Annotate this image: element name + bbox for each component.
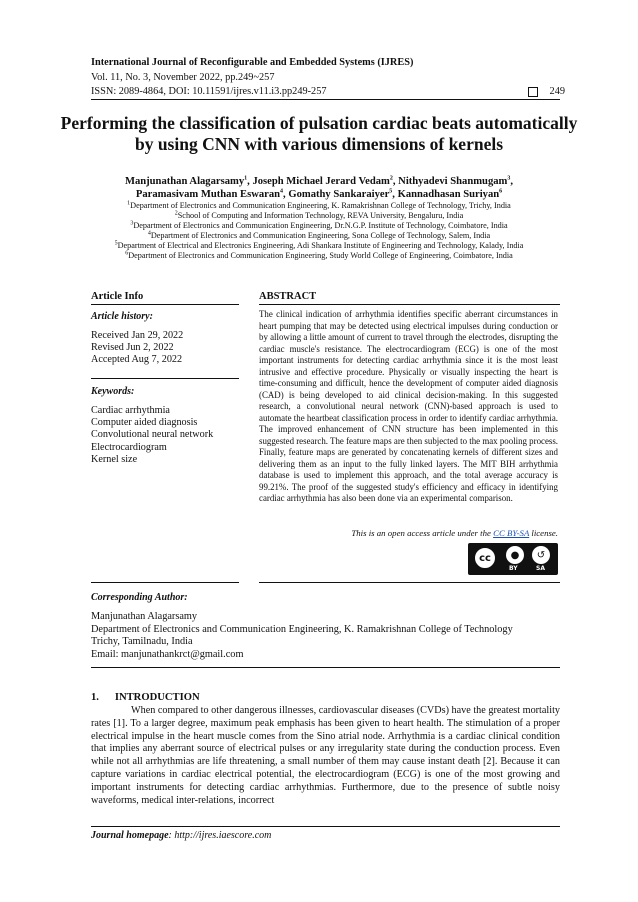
affiliation: $^4$Department of Electronics and Communication Engineering, Sona College of Technology, Salem, India xyxy=(147,229,491,240)
keyword: Convolutional neural network xyxy=(91,429,214,441)
article-info-heading: Article Info xyxy=(91,291,144,302)
corresponding-details xyxy=(91,611,513,661)
abstract-bottom-rule xyxy=(259,582,560,583)
keywords-list xyxy=(91,405,213,466)
history-heading: Article history: xyxy=(91,311,153,322)
keywords-rule xyxy=(91,582,239,583)
cc-icon: cc xyxy=(473,546,497,570)
corresponding-email: Email: manjunathankrct@gmail.com xyxy=(91,648,244,660)
paper-title: Performing the classification of pulsation cardiac beats automatically by using CNN with various dimensions of kernels xyxy=(60,113,578,154)
abstract-rule xyxy=(259,304,560,305)
affiliation: $^2$School of Computing and Information Technology, REVA University, Bengaluru, India xyxy=(174,210,464,220)
by-label: BY xyxy=(509,565,518,572)
corresponding-location: Trichy, Tamilnadu, India xyxy=(91,636,193,648)
history-rule xyxy=(91,378,239,379)
keywords-heading: Keywords: xyxy=(91,386,135,397)
author: Paramasivam Muthan Eswaran$^4$, xyxy=(135,188,289,200)
article-info-rule xyxy=(91,304,239,305)
journal-name: International Journal of Reconfigurable and Embedded Systems (IJRES) xyxy=(91,57,414,68)
cc-by-sa-badge xyxy=(468,543,558,575)
header-rule xyxy=(91,99,560,100)
corresponding-rule xyxy=(91,667,560,668)
abstract-text: The clinical indication of arrhythmia identifies specific aberrant circumstances in heart pumping that may be detected using electrical impulses during conduction or by allowing a little amount of current to travel through the electrodes, disrupting the cardiac muscle's resistance. The electrocardiogram (ECG) is one of the most important instruments for detecting cardiac arrhythmia since it is the most least intrusive and effective procedure. Physically or visually inspecting the heart is time-consuming and difficult, hence the development of computer aided diagnosis (CAD) is being developed to aid clinical decision-making. In this suggested research, a convolutional neural network (CNN)-based approach is used to automate the heartbeat classification process in order to identify cardiac arrhythmia. The improved enhancement of CNN structure has been implemented in this suggested research. The feature maps are then subjected to the max pooling process. Finally, feature maps are generated by concatenating kernels of different sizes and delivering them as an input to the fully linked layers. The MIT BIH arrhythmia database is used to implement this approach, and the total average accuracy is 99.21%. The proof of the suggested study's efficiency and efficacy in identifying cardiac arrhythmia has also been done via an experimental comparison. xyxy=(259,309,559,503)
history-item: Revised Jun 2, 2022 xyxy=(91,342,174,354)
abstract-heading: ABSTRACT xyxy=(259,291,317,302)
issn-line: ISSN: 2089-4864, DOI: 10.11591/ijres.v11.i3.pp249-257 xyxy=(91,86,327,97)
history-list xyxy=(91,330,183,367)
affiliation-list xyxy=(40,201,598,260)
author: Joseph Michael Jerard Vedam$^2$, xyxy=(252,175,399,187)
history-item: Accepted Aug 7, 2022 xyxy=(91,354,183,366)
corresponding-heading: Corresponding Author: xyxy=(91,592,188,603)
affiliation: $^3$Department of Electronics and Communication Engineering, Dr.N.G.P. Institute of Technology, Coimbatore, India xyxy=(130,220,508,230)
introduction-text: When compared to other dangerous illnesses, cardiovascular diseases (CVDs) have the greatest mortality rates [1]. To a larger degree, maximum peak emphasis has been given to heart health. The stimulation of a proper electrical impulse in the heart muscle comes from the Sino atrial node. Arrhythmia is a cardiac clinical condition that implies any aberrant source of electrical pulses or any irregularity state during the conduction process. Even while not all arrhythmias are life threatening, a small number of them may cause instant death [2]. Because it can capture variations in cardiac electrical potential, the electrocardiogram (ECG) is one of the most growing and important instruments for detecting cardiac arrhythmias. Furthermore, due to the presence of subtle noisy waveforms, medical inter-relations, incorrect xyxy=(91,705,560,806)
corresponding-department: Department of Electronics and Communication Engineering, K. Ramakrishnan College of Technology xyxy=(91,623,513,635)
footer-rule xyxy=(91,826,560,827)
history-item: Received Jan 29, 2022 xyxy=(91,330,184,341)
volume-line: Vol. 11, No. 3, November 2022, pp.249~257 xyxy=(91,72,275,83)
sa-label: SA xyxy=(536,565,545,572)
journal-homepage: Journal homepage: http://ijres.iaescore.com xyxy=(91,830,272,841)
section-heading-introduction: 1. INTRODUCTION xyxy=(91,692,200,703)
keyword: Kernel size xyxy=(91,453,138,465)
author: Gomathy Sankaraiyer$^5$, xyxy=(288,188,398,200)
corresponding-name: Manjunathan Alagarsamy xyxy=(91,611,198,622)
keyword: Cardiac arrhythmia xyxy=(91,405,170,416)
homepage-url[interactable]: : http://ijres.iaescore.com xyxy=(168,830,272,841)
page-number: 249 xyxy=(549,86,565,97)
license-note: This is an open access article under the CC BY-SA license. xyxy=(351,528,558,538)
author-list xyxy=(60,175,578,201)
author: Manjunathan Alagarsamy$^1$, xyxy=(124,175,253,187)
person-icon: ● xyxy=(506,546,524,564)
keyword: Computer aided diagnosis xyxy=(91,417,198,429)
license-link[interactable]: CC BY-SA xyxy=(493,528,530,538)
affiliation: $^5$Department of Electrical and Electronics Engineering, Adi Shankara Institute of Engineering and Technology, Kalady, India xyxy=(114,239,524,250)
author: Nithyadevi Shanmugam$^3$, xyxy=(398,175,514,187)
square-icon xyxy=(528,87,538,97)
author: Kannadhasan Suriyan$^6$ xyxy=(397,188,503,200)
share-alike-icon: ↺ xyxy=(532,546,550,564)
keyword: Electrocardiogram xyxy=(91,441,167,453)
affiliation: $^6$Department of Electronics and Communication Engineering, Study World College of Engineering, Coimbatore, India xyxy=(125,249,513,260)
affiliation: $^1$Department of Electronics and Communication Engineering, K. Ramakrishnan College of Technology, Trichy, India xyxy=(127,200,511,210)
